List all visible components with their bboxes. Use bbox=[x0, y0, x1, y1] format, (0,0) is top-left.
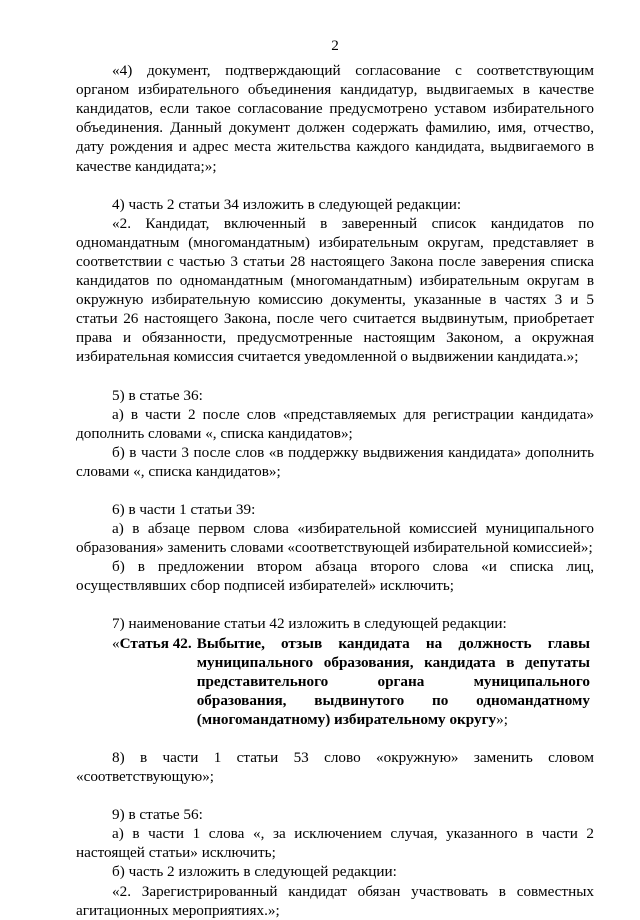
paragraph-gap bbox=[76, 786, 594, 805]
document-page bbox=[76, 36, 594, 920]
article-title-text: Выбытие, отзыв кандидата на должность главы муниципального образования, кандидата в депутаты представительного органа муниципального образования, выдвинутого по одномандатному (многомандатному) избирательному округу bbox=[196, 634, 590, 728]
paragraph-amendment-5: 5) в статье 36: bbox=[112, 386, 203, 404]
paragraph-article-34-part-2: «2. Кандидат, включенный в заверенный список кандидатов по одномандатным (многомандатным) избирательным округам, представляет в соответствии с частью 3 статьи 28 настоящего Закона после заверения списка кандидатов по одномандатным (многомандатным) избирательным округам в окружную избирательную комиссию документы, указанные в частях 3 и 5 статьи 26 настоящего Закона, после чего считается выдвинутым, приобретает права и обязанности, предусмотренные настоящим Законом, а окружная избирательная комиссия считается уведомленной о выдвижении кандидата.»; bbox=[76, 214, 594, 366]
article-42-heading bbox=[76, 634, 594, 729]
paragraph-amendment-9b: б) часть 2 изложить в следующей редакции: bbox=[112, 863, 397, 881]
paragraph-amendment-6a: а) в абзаце первом слова «избирательной комиссией муниципального образования» заменить словами «соответствующей избирательной комиссией»; bbox=[76, 520, 594, 557]
paragraph-amendment-7: 7) наименование статьи 42 изложить в следующей редакции: bbox=[112, 615, 507, 633]
paragraph-gap bbox=[76, 176, 594, 195]
paragraph-amendment-9: 9) в статье 56: bbox=[112, 806, 203, 824]
paragraph-amendment-5a: а) в части 2 после слов «представляемых для регистрации кандидата» дополнить словами «, списка кандидатов»; bbox=[76, 405, 594, 442]
article-42-label bbox=[76, 634, 192, 653]
paragraph-amendment-4: 4) часть 2 статьи 34 изложить в следующей редакции: bbox=[112, 195, 462, 213]
article-number: Статья 42. bbox=[119, 634, 192, 652]
paragraph-gap bbox=[76, 481, 594, 500]
paragraph-gap bbox=[76, 367, 594, 386]
paragraph-amendment-5b: б) в части 3 после слов «в поддержку выдвижения кандидата» дополнить словами «, списка кандидатов»; bbox=[76, 443, 594, 480]
open-quote: « bbox=[112, 634, 120, 652]
paragraph-amendment-6: 6) в части 1 статьи 39: bbox=[112, 500, 256, 518]
paragraph-gap bbox=[76, 595, 594, 614]
page-number: 2 bbox=[331, 37, 339, 54]
paragraph-gap bbox=[76, 729, 594, 748]
paragraph-item-4-document: «4) документ, подтверждающий согласование с соответствующим органом избирательного объединения кандидатур, выдвигаемых в качестве кандидатов, если такое согласование предусмотрено уставом избирательного объединения. Данный документ должен содержать фамилию, имя, отчество, дату рождения и адрес места жительства каждого кандидата, выдвигаемого в качестве кандидата;»; bbox=[76, 62, 594, 175]
close-quote: »; bbox=[496, 710, 508, 728]
article-42-title bbox=[192, 634, 594, 729]
paragraph-article-56-part-2: «2. Зарегистрированный кандидат обязан участвовать в совместных агитационных мероприятиях.»; bbox=[76, 882, 594, 919]
paragraph-amendment-6b: б) в предложении втором абзаца второго слова «и списка лиц, осуществлявших сбор подписей избирателей» исключить; bbox=[76, 558, 594, 595]
paragraph-amendment-9a: а) в части 1 слова «, за исключением случая, указанного в части 2 настоящей статьи» исключить; bbox=[76, 825, 594, 862]
paragraph-amendment-8: 8) в части 1 статьи 53 слово «окружную» заменить словом «соответствующую»; bbox=[76, 749, 594, 786]
